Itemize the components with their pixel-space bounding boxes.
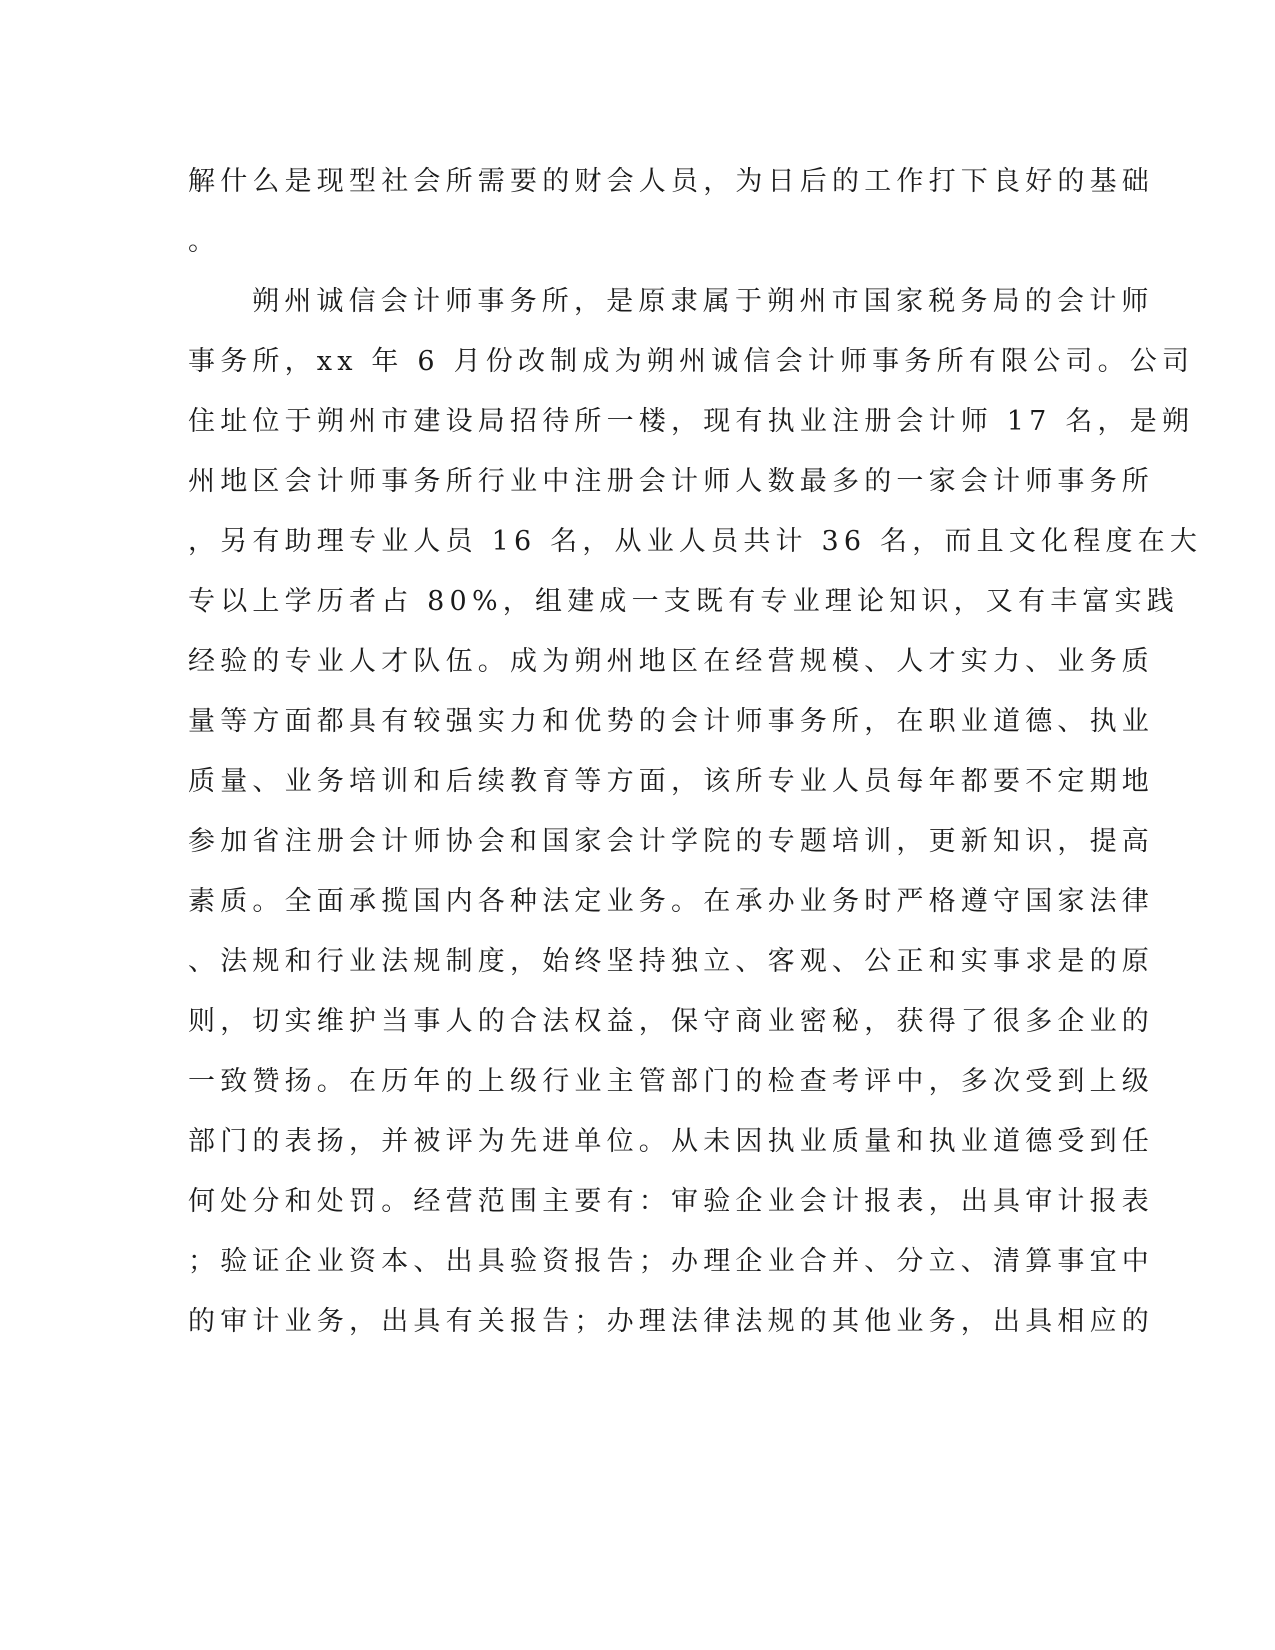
text-line: 质量、业务培训和后续教育等方面，该所专业人员每年都要不定期地 xyxy=(188,766,1154,797)
text-line: 解什么是现型社会所需要的财会人员，为日后的工作打下良好的基础 xyxy=(188,166,1154,197)
text-line: 、法规和行业法规制度，始终坚持独立、客观、公正和实事求是的原 xyxy=(188,946,1154,977)
text-line: 一致赞扬。在历年的上级行业主管部门的检查考评中，多次受到上级 xyxy=(188,1066,1154,1097)
text-line: 事务所，xx 年 6 月份改制成为朔州诚信会计师事务所有限公司。公司 xyxy=(188,346,1195,377)
text-line: 部门的表扬，并被评为先进单位。从未因执业质量和执业道德受到任 xyxy=(188,1126,1154,1157)
text-line: 何处分和处罚。经营范围主要有：审验企业会计报表，出具审计报表 xyxy=(188,1186,1154,1217)
text-line: 量等方面都具有较强实力和优势的会计师事务所，在职业道德、执业 xyxy=(188,706,1154,737)
body-text xyxy=(188,152,1203,1352)
paragraph-start-line: 朔州诚信会计师事务所，是原隶属于朔州市国家税务局的会计师 xyxy=(252,286,1154,317)
text-line: 参加省注册会计师协会和国家会计学院的专题培训，更新知识，提高 xyxy=(188,826,1154,857)
text-line: 住址位于朔州市建设局招待所一楼，现有执业注册会计师 17 名，是朔 xyxy=(188,406,1195,437)
text-line: 则，切实维护当事人的合法权益，保守商业密秘，获得了很多企业的 xyxy=(188,1006,1154,1037)
text-line: ，另有助理专业人员 16 名，从业人员共计 36 名，而且文化程度在大 xyxy=(188,526,1203,557)
text-line: 州地区会计师事务所行业中注册会计师人数最多的一家会计师事务所 xyxy=(188,466,1154,497)
text-line: 。 xyxy=(188,226,221,257)
text-line: 的审计业务，出具有关报告；办理法律法规的其他业务，出具相应的 xyxy=(188,1306,1154,1337)
text-line: 经验的专业人才队伍。成为朔州地区在经营规模、人才实力、业务质 xyxy=(188,646,1154,677)
text-line: ；验证企业资本、出具验资报告；办理企业合并、分立、清算事宜中 xyxy=(188,1246,1154,1277)
text-line: 素质。全面承揽国内各种法定业务。在承办业务时严格遵守国家法律 xyxy=(188,886,1154,917)
text-line: 专以上学历者占 80%，组建成一支既有专业理论知识，又有丰富实践 xyxy=(188,586,1179,617)
